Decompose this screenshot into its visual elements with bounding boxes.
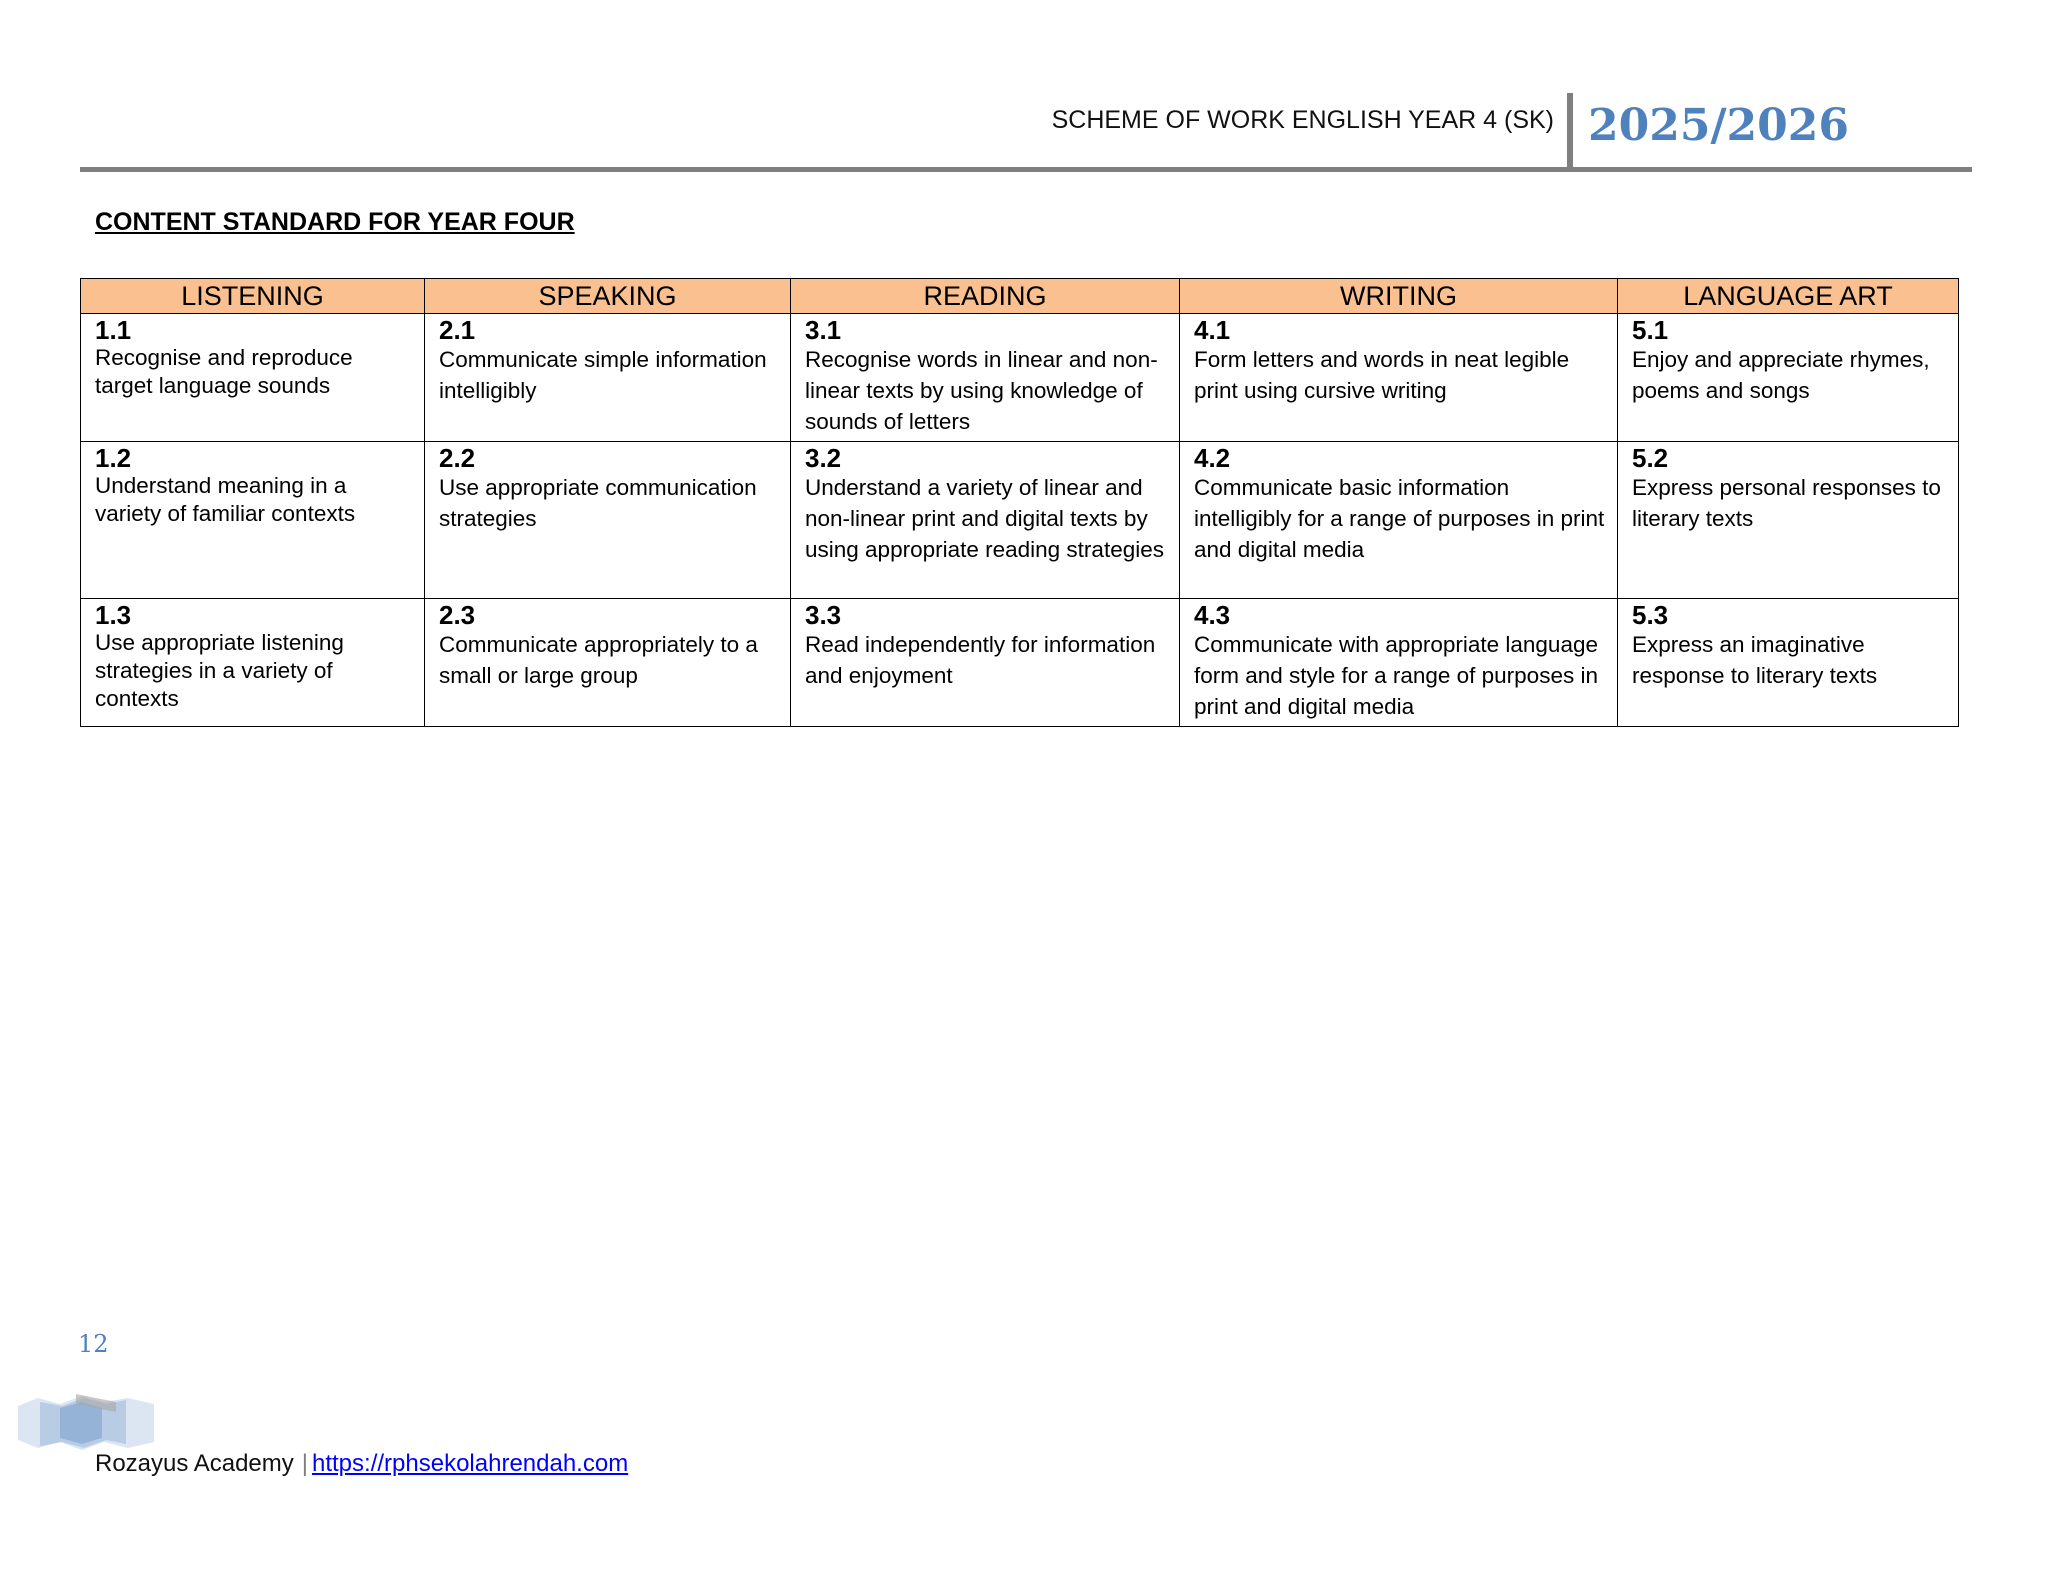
- standard-code: 2.3: [439, 600, 476, 630]
- footer-org-name: Rozayus Academy: [95, 1450, 294, 1477]
- page-number: 12: [78, 1330, 109, 1358]
- standard-text: Communicate appropriately to a small or large group: [439, 632, 758, 688]
- table-cell: [425, 599, 791, 727]
- table-row: [81, 314, 1959, 442]
- table-row: [81, 442, 1959, 599]
- standard-code: 3.2: [805, 443, 842, 473]
- table-header-row: [81, 279, 1959, 314]
- header-divider: [1567, 93, 1573, 168]
- standard-code: 5.1: [1632, 315, 1669, 345]
- table-row: [81, 599, 1959, 727]
- column-header-listening: LISTENING: [81, 279, 425, 314]
- standard-text: Communicate with appropriate language form and style for a range of purposes in print and digital media: [1194, 632, 1598, 719]
- content-standard-table: [80, 278, 1959, 727]
- footer: [95, 1450, 628, 1478]
- table-cell: [425, 314, 791, 442]
- standard-code: 2.2: [439, 443, 476, 473]
- standard-code: 1.3: [95, 600, 132, 630]
- standard-code: 5.3: [1632, 600, 1669, 630]
- column-header-language-art: LANGUAGE ART: [1618, 279, 1959, 314]
- header-rule: [80, 167, 1972, 172]
- column-header-speaking: SPEAKING: [425, 279, 791, 314]
- table-cell: [81, 442, 425, 599]
- table-cell: [791, 599, 1180, 727]
- standard-text: Communicate simple information intelligibly: [439, 347, 767, 403]
- standard-text: Understand a variety of linear and non-linear print and digital texts by using appropriate reading strategies: [805, 475, 1164, 562]
- table-cell: [1618, 442, 1959, 599]
- column-header-writing: WRITING: [1180, 279, 1618, 314]
- standard-code: 3.3: [805, 600, 842, 630]
- standard-code: 1.1: [95, 315, 132, 345]
- document-header-year: 2025/2026: [1588, 100, 1849, 151]
- standard-text: Recognise words in linear and non-linear texts by using knowledge of sounds of letters: [805, 347, 1158, 434]
- footer-logo-icon: [16, 1392, 156, 1452]
- standard-text: Express personal responses to literary texts: [1632, 475, 1941, 531]
- standard-code: 3.1: [805, 315, 842, 345]
- standard-text: Read independently for information and enjoyment: [805, 632, 1156, 688]
- table-cell: [791, 442, 1180, 599]
- table-cell: [1180, 599, 1618, 727]
- table-cell: [81, 314, 425, 442]
- standard-code: 5.2: [1632, 443, 1669, 473]
- table-cell: [791, 314, 1180, 442]
- standard-code: 1.2: [95, 443, 132, 473]
- table-cell: [425, 442, 791, 599]
- table-cell: [1180, 442, 1618, 599]
- table-cell: [1180, 314, 1618, 442]
- standard-text: Express an imaginative response to literary texts: [1632, 632, 1878, 688]
- standard-text: Enjoy and appreciate rhymes, poems and songs: [1632, 347, 1930, 403]
- table-cell: [1618, 314, 1959, 442]
- footer-website-link[interactable]: https://rphsekolahrendah.com: [312, 1450, 629, 1477]
- table-cell: [1618, 599, 1959, 727]
- footer-separator: |: [301, 1450, 308, 1477]
- standard-text: Recognise and reproduce target language sounds: [95, 345, 353, 398]
- standard-text: Use appropriate communication strategies: [439, 475, 757, 531]
- section-heading: CONTENT STANDARD FOR YEAR FOUR: [95, 208, 575, 236]
- standard-code: 4.1: [1194, 315, 1231, 345]
- standard-code: 4.2: [1194, 443, 1231, 473]
- document-header-title: SCHEME OF WORK ENGLISH YEAR 4 (SK): [1051, 106, 1554, 134]
- column-header-reading: READING: [791, 279, 1180, 314]
- standard-text: Communicate basic information intelligibly for a range of purposes in print and digital media: [1194, 475, 1605, 562]
- standard-text: Understand meaning in a variety of familiar contexts: [95, 473, 356, 526]
- standard-code: 4.3: [1194, 600, 1231, 630]
- standard-code: 2.1: [439, 315, 476, 345]
- standard-text: Form letters and words in neat legible print using cursive writing: [1194, 347, 1570, 403]
- table-cell: [81, 599, 425, 727]
- standard-text: Use appropriate listening strategies in a variety of contexts: [95, 630, 344, 711]
